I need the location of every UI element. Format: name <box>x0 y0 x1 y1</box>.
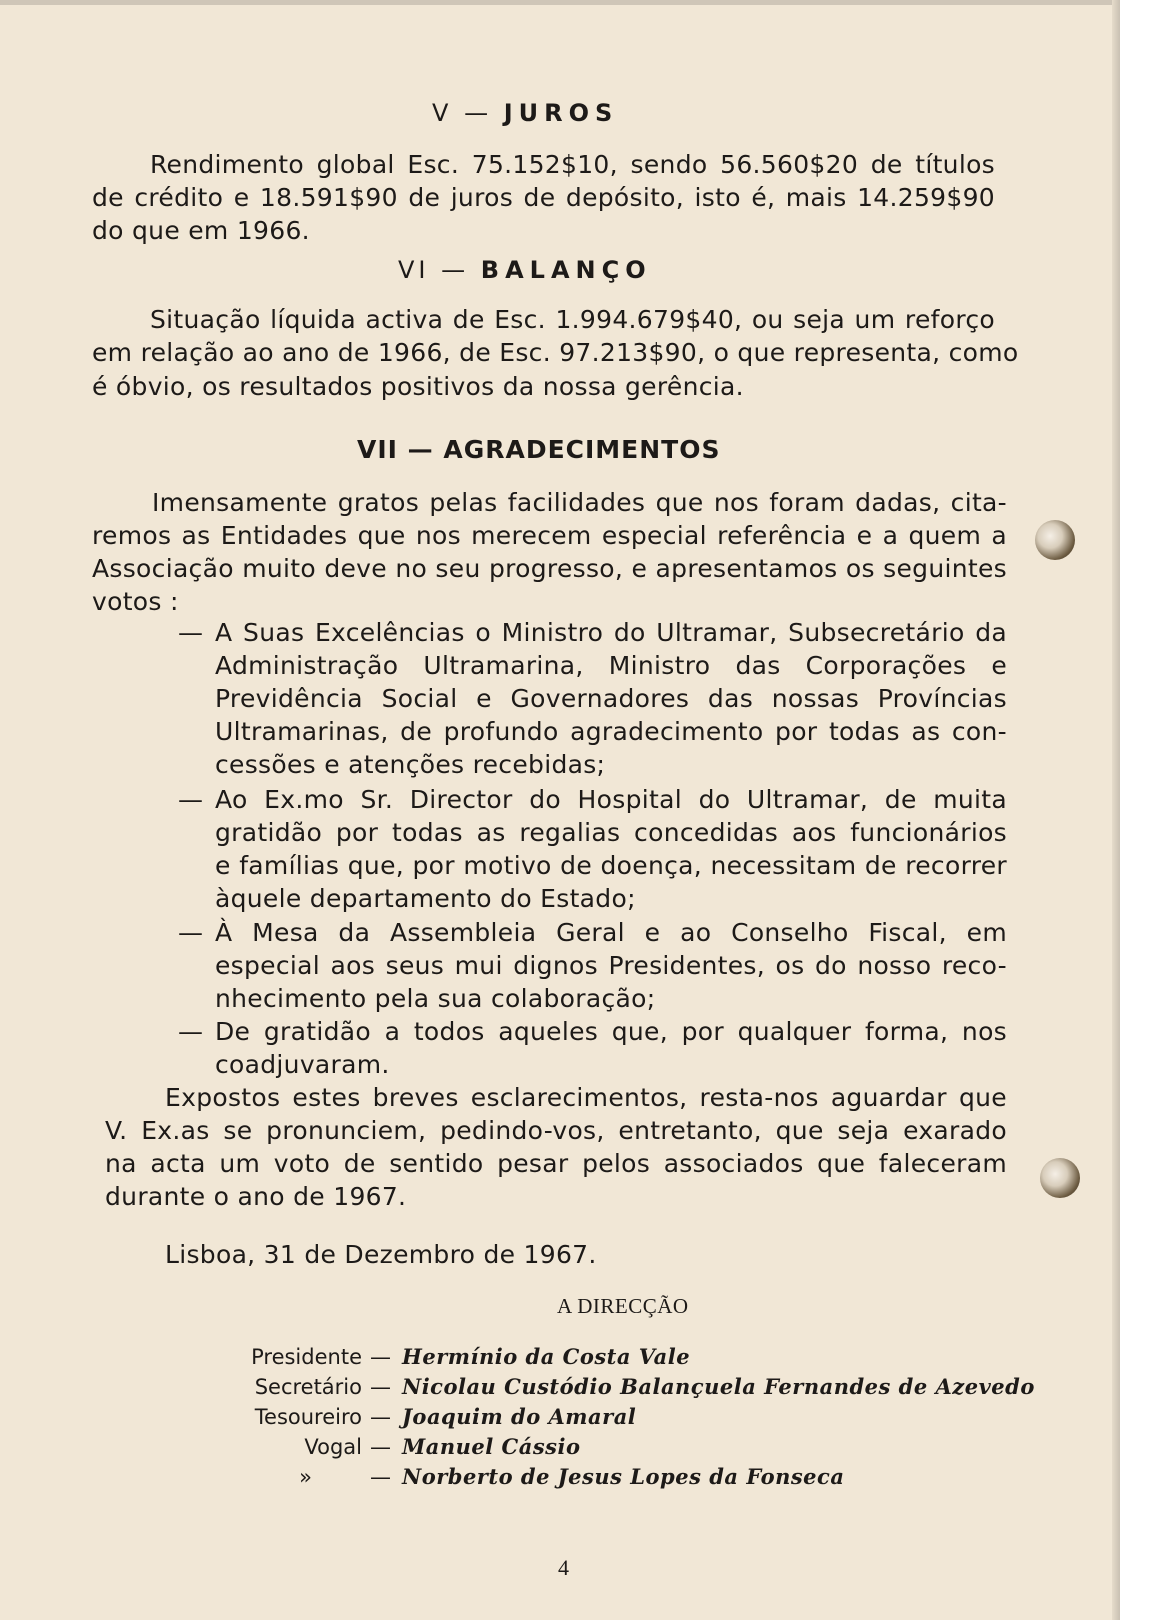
signature-role: Presidente <box>251 1345 362 1369</box>
intro-line: Imensamente gratos pelas facilidades que nos foram dadas, cita- <box>152 488 1007 517</box>
section-v-heading: V — JUROS <box>432 99 619 127</box>
signature-dash: — <box>370 1345 391 1369</box>
page-top-edge <box>0 0 1120 5</box>
signature-dash: — <box>370 1405 391 1429</box>
vote-line: àquele departamento do Estado; <box>215 884 636 913</box>
signature-role: Vogal <box>304 1435 362 1459</box>
closing-line: durante o ano de 1967. <box>105 1182 407 1211</box>
vote-dash: — <box>178 618 204 647</box>
page-number: 4 <box>558 1555 569 1580</box>
signature-name: Nicolau Custódio Balançuela Fernandes de Azevedo <box>402 1374 1035 1399</box>
signature-dash: — <box>370 1435 391 1459</box>
closing-line: V. Ex.as se pronunciem, pedindo-vos, entretanto, que seja exarado <box>105 1116 1007 1145</box>
section-vii-heading: VII — AGRADECIMENTOS <box>357 435 721 464</box>
vote-line: gratidão por todas as regalias concedidas aos funcionários <box>215 818 1007 847</box>
vote-line: Administração Ultramarina, Ministro das Corporações e <box>215 651 1007 680</box>
section-vi-line: Situação líquida activa de Esc. 1.994.679$40, ou seja um reforço <box>150 305 995 334</box>
page-right-edge <box>1112 0 1120 1620</box>
vote-line: e famílias que, por motivo de doença, necessitam de recorrer <box>215 851 1007 880</box>
intro-line: Associação muito deve no seu progresso, e apresentamos os seguintes <box>92 554 1007 583</box>
vote-line: cessões e atenções recebidas; <box>215 750 606 779</box>
date-line: Lisboa, 31 de Dezembro de 1967. <box>165 1240 597 1269</box>
signature-role: » <box>299 1465 312 1489</box>
vote-dash: — <box>178 1017 204 1046</box>
vote-line: À Mesa da Assembleia Geral e ao Conselho Fiscal, em <box>215 918 1007 947</box>
vote-line: nhecimento pela sua colaboração; <box>215 984 656 1013</box>
signature-role: Secretário <box>254 1375 362 1399</box>
vote-dash: — <box>178 918 204 947</box>
vote-dash: — <box>178 785 204 814</box>
closing-line: na acta um voto de sentido pesar pelos associados que faleceram <box>105 1149 1007 1178</box>
direccao-heading: A DIRECÇÃO <box>557 1294 689 1318</box>
signature-dash: — <box>370 1375 391 1399</box>
signature-name: Norberto de Jesus Lopes da Fonseca <box>402 1464 845 1489</box>
vote-line: coadjuvaram. <box>215 1050 390 1079</box>
section-vi-line: em relação ao ano de 1966, de Esc. 97.213$90, o que representa, como <box>92 338 1019 367</box>
vote-line: De gratidão a todos aqueles que, por qualquer forma, nos <box>215 1017 1007 1046</box>
vote-line: Previdência Social e Governadores das nossas Províncias <box>215 684 1007 713</box>
vote-line: Ultramarinas, de profundo agradecimento por todas as con- <box>215 717 1007 746</box>
vote-line: A Suas Excelências o Ministro do Ultramar, Subsecretário da <box>215 618 1007 647</box>
section-vi-line: é óbvio, os resultados positivos da nossa gerência. <box>92 372 744 401</box>
signature-name: Hermínio da Costa Vale <box>402 1344 691 1369</box>
binder-hole-icon <box>1035 520 1075 560</box>
section-v-line: de crédito e 18.591$90 de juros de depósito, isto é, mais 14.259$90 <box>92 183 995 212</box>
binder-hole-icon <box>1040 1158 1080 1198</box>
intro-line: votos : <box>92 587 179 616</box>
signature-role: Tesoureiro <box>254 1405 362 1429</box>
section-vi-heading: VI — BALANÇO <box>398 256 652 284</box>
signature-name: Manuel Cássio <box>402 1434 581 1459</box>
signature-name: Joaquim do Amaral <box>402 1404 637 1429</box>
intro-line: remos as Entidades que nos merecem especial referência e a quem a <box>92 521 1007 550</box>
closing-line: Expostos estes breves esclarecimentos, resta-nos aguardar que <box>165 1083 1007 1112</box>
section-v-line: Rendimento global Esc. 75.152$10, sendo 56.560$20 de títulos <box>150 150 995 179</box>
signature-dash: — <box>370 1465 391 1489</box>
vote-line: especial aos seus mui dignos Presidentes, os do nosso reco- <box>215 951 1007 980</box>
vote-line: Ao Ex.mo Sr. Director do Hospital do Ultramar, de muita <box>215 785 1007 814</box>
section-v-line: do que em 1966. <box>92 216 310 245</box>
